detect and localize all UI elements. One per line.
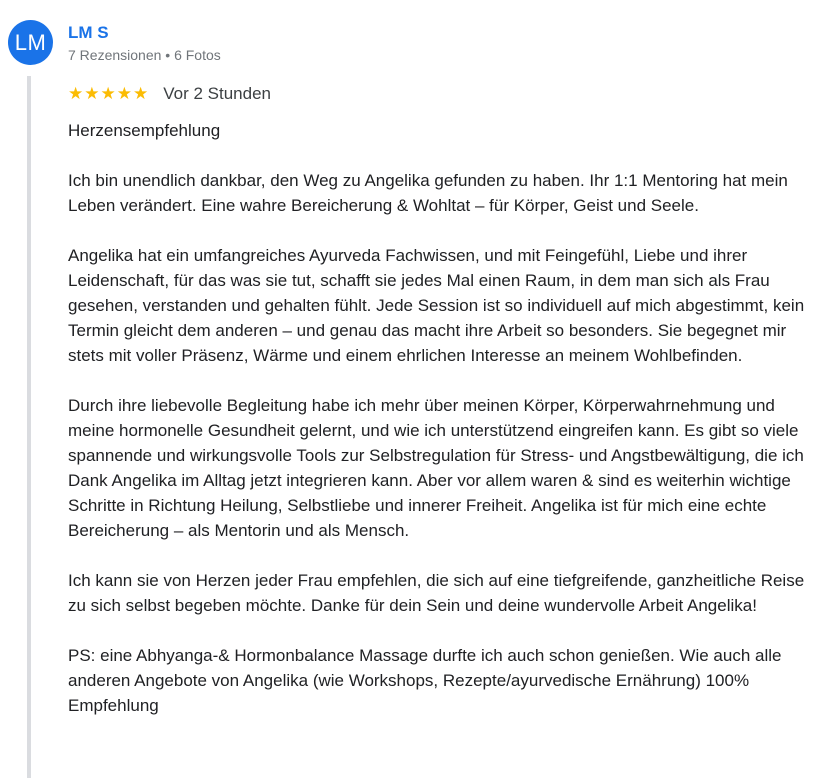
- star-icon: ★: [133, 84, 149, 103]
- review-paragraph: Durch ihre liebevolle Begleitung habe ich mehr über meinen Körper, Körperwahrnehmung und meine hormonelle Gesundheit gelernt, und wie ich unterstützend eingreifen kann. Es gibt so viele spannende und wirkungsvolle Tools zur Selbstregulation für Stress- und Angstbewältigung, die ich Dank Angelika im Alltag jetzt integrieren kann. Aber vor allem waren & sind es weiterhin wichtige Schritte in Richtung Heilung, Selbstliebe und innerer Freiheit. Angelika ist für mich eine echte Bereicherung – als Mentorin und als Mensch.: [68, 396, 804, 540]
- review-paragraph: Angelika hat ein umfangreiches Ayurveda Fachwissen, und mit Feingefühl, Liebe und ihrer Leidenschaft, für das was sie tut, schafft sie jedes Mal einen Raum, in dem man sich als Frau gesehen, verstanden und gehalten fühlt. Jede Session ist so individuell auf mich abgestimmt, kein Termin gleicht dem anderen – und genau das macht ihre Arbeit so besonders. Sie begegnet mir stets mit voller Präsenz, Wärme und einem ehrlichen Interesse an meinem Wohlbefinden.: [68, 246, 805, 365]
- star-icon: ★: [116, 84, 132, 103]
- star-rating: [68, 84, 148, 104]
- star-icon: ★: [68, 84, 84, 103]
- rating-row: [68, 82, 271, 106]
- thread-line: [27, 76, 31, 778]
- review-paragraph: Ich bin unendlich dankbar, den Weg zu Angelika gefunden zu haben. Ihr 1:1 Mentoring hat mein Leben verändert. Eine wahre Bereicherung & Wohltat – für Körper, Geist und Seele.: [68, 171, 788, 215]
- avatar[interactable]: LM: [8, 20, 53, 65]
- star-icon: ★: [100, 84, 116, 103]
- review-text: [68, 118, 813, 718]
- star-icon: ★: [84, 84, 100, 103]
- review-paragraph: Herzensempfehlung: [68, 121, 221, 140]
- review-paragraph: PS: eine Abhyanga-& Hormonbalance Massage durfte ich auch schon genießen. Wie auch alle anderen Angebote von Angelika (wie Workshops, Rezepte/ayurvedische Ernährung) 100% Empfehlung: [68, 646, 782, 715]
- author-name[interactable]: LM S: [68, 23, 109, 42]
- review-time: Vor 2 Stunden: [163, 84, 272, 103]
- review-paragraph: Ich kann sie von Herzen jeder Frau empfehlen, die sich auf eine tiefgreifende, ganzheitliche Reise zu sich selbst begeben möchte. Danke für dein Sein und deine wundervolle Arbeit Angelika!: [68, 571, 805, 615]
- author-meta: 7 Rezensionen • 6 Fotos: [68, 47, 221, 63]
